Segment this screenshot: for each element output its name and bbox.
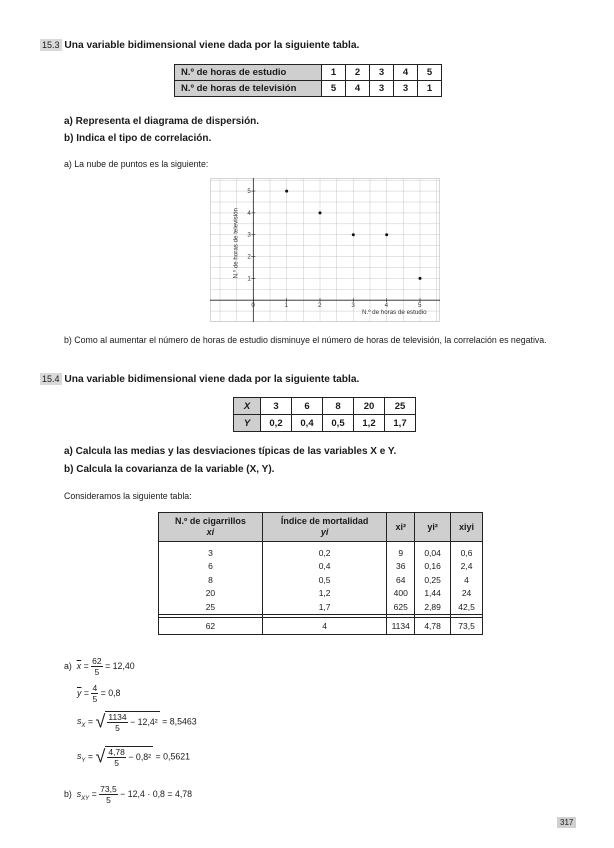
table-cell: 9: [387, 542, 415, 560]
table-cell: 1,7: [385, 415, 416, 432]
intro-text: Consideramos la siguiente tabla:: [64, 491, 192, 501]
label-b: b): [64, 788, 72, 799]
table-cell: 3: [394, 81, 418, 97]
table-row: [159, 600, 483, 614]
data-point: [285, 190, 288, 193]
problem-number: 15.3: [42, 40, 60, 50]
table-cell: 0,2: [261, 415, 292, 432]
y-tick-label: 2: [247, 253, 251, 261]
data-point: [419, 277, 422, 280]
data-point: [319, 211, 322, 214]
table-row: [175, 65, 442, 81]
y-tick-label: 4: [247, 209, 251, 217]
table-cell: 3: [261, 398, 292, 415]
chart-ticks: [247, 188, 422, 309]
table-cell: 5: [322, 81, 346, 97]
question-b: b) Calcula la covarianza de la variable (X, Y).: [64, 464, 275, 475]
table-cell: 3: [370, 81, 394, 97]
x-tick-label: 0: [251, 302, 255, 310]
table-cell: 4: [451, 573, 483, 587]
x-tick-label: 1: [284, 302, 289, 310]
col-header-xi: N.º de cigarrillos xi: [159, 513, 263, 542]
table-cell: 400: [387, 587, 415, 601]
table-cell: 4,78: [415, 617, 451, 634]
table-cell: 0,4: [292, 415, 323, 432]
table-cell: 0,2: [262, 542, 386, 560]
table-cell: 0,16: [415, 560, 451, 574]
table-cell: 1,7: [262, 600, 386, 614]
x-axis-label: N.º de horas de estudio: [362, 309, 427, 317]
table-cell: 1,2: [354, 415, 385, 432]
question-a: a) Representa el diagrama de dispersión.: [64, 116, 260, 127]
row-label: N.º de horas de televisión: [175, 81, 322, 97]
problem-number: 15.4: [42, 374, 60, 384]
xy-table: [233, 397, 416, 432]
table-cell: 4: [262, 617, 386, 634]
hours-table: [174, 64, 442, 97]
cigarettes-table: [158, 512, 483, 635]
label-a: a): [64, 660, 72, 671]
answer-a-text: a) La nube de puntos es la siguiente:: [64, 159, 209, 169]
table-cell: 1: [418, 81, 442, 97]
table-cell: 2: [346, 65, 370, 81]
table-cell: 1134: [387, 617, 415, 634]
table-row: [159, 587, 483, 601]
table-cell: 2,89: [415, 600, 451, 614]
table-cell: 625: [387, 600, 415, 614]
formula-y-mean: $\overline{y}$ = $\frac{4}{5}$ = 0,8: [77, 683, 121, 704]
scatter-chart: [210, 178, 440, 322]
table-cell: 36: [387, 560, 415, 574]
y-axis-label: N.º de horas de televisión: [232, 207, 240, 279]
table-cell: 2,4: [451, 560, 483, 574]
table-cell: 0,5: [262, 573, 386, 587]
col-header-yi: Índice de mortalidad yi: [262, 513, 386, 542]
table-cell: 1,2: [262, 587, 386, 601]
formula-sxy: b) $s_{XY}$ = $\frac{73,5}{5}$ − 12,4 · 0,8 = 4,78: [64, 784, 193, 805]
table-cell: 64: [387, 573, 415, 587]
problem-15-4-heading: [40, 374, 359, 385]
answer-b-text: b) Como al aumentar el número de horas de estudio disminuye el número de horas de televisión, la correlación es negativa.: [64, 335, 547, 345]
table-cell: 6: [159, 560, 263, 574]
formula-sx: $s_X$ = √ $\frac{1134}{5}$ − 12,4² = 8,5463: [77, 711, 197, 733]
table-cell: 25: [385, 398, 416, 415]
table-cell: 42,5: [451, 600, 483, 614]
data-point: [385, 233, 388, 236]
chart-axes: [210, 178, 440, 322]
table-row: [159, 560, 483, 574]
table-cell: 8: [323, 398, 354, 415]
table-cell: 4: [346, 81, 370, 97]
table-row: [159, 542, 483, 560]
table-cell: 0,6: [451, 542, 483, 560]
table-cell: 3: [159, 542, 263, 560]
table-row: [234, 415, 416, 432]
row-label: X: [234, 398, 261, 415]
problem-title: Una variable bidimensional viene dada por la siguiente tabla.: [64, 40, 360, 51]
y-tick-label: 3: [247, 231, 251, 239]
x-tick-label: 3: [351, 302, 355, 310]
row-label: Y: [234, 415, 261, 432]
table-cell: 1: [322, 65, 346, 81]
problem-title: Una variable bidimensional viene dada por la siguiente tabla.: [64, 374, 360, 385]
table-cell: 73,5: [451, 617, 483, 634]
col-header-yi2: yi²: [415, 513, 451, 542]
question-a: a) Calcula las medias y las desviaciones típicas de las variables X e Y.: [64, 446, 397, 457]
totals-row: [159, 617, 483, 634]
table-cell: 6: [292, 398, 323, 415]
problem-15-3-heading: [40, 40, 359, 51]
table-cell: 20: [159, 587, 263, 601]
y-tick-label: 5: [247, 188, 251, 196]
table-cell: 0,25: [415, 573, 451, 587]
table-cell: 25: [159, 600, 263, 614]
table-cell: 0,5: [323, 415, 354, 432]
table-cell: 24: [451, 587, 483, 601]
x-tick-label: 2: [318, 302, 322, 310]
page-number: 317: [557, 817, 576, 828]
formula-x-mean: a) $\overline{x}$ = $\frac{62}{5}$ = 12,40: [64, 656, 135, 677]
table-row: [159, 573, 483, 587]
table-cell: 0,4: [262, 560, 386, 574]
table-cell: 4: [394, 65, 418, 81]
col-header-xiyi: xiyi: [451, 513, 483, 542]
table-cell: 8: [159, 573, 263, 587]
col-header-xi2: xi²: [387, 513, 415, 542]
question-b: b) Indica el tipo de correlación.: [64, 133, 212, 144]
table-cell: 0,04: [415, 542, 451, 560]
table-row: [175, 81, 442, 97]
table-cell: 62: [159, 617, 263, 634]
data-point: [352, 233, 355, 236]
table-cell: 20: [354, 398, 385, 415]
table-cell: 1,44: [415, 587, 451, 601]
table-header-row: [159, 513, 483, 542]
table-cell: 3: [370, 65, 394, 81]
table-row: [234, 398, 416, 415]
x-tick-label: 4: [384, 302, 389, 310]
row-label: N.º de horas de estudio: [175, 65, 322, 81]
y-tick-label: 1: [247, 275, 251, 283]
table-cell: 5: [418, 65, 442, 81]
x-tick-label: 5: [418, 302, 422, 310]
formula-sy: $s_Y$ = √ $\frac{4,78}{5}$ − 0,8² = 0,5621: [77, 746, 191, 768]
